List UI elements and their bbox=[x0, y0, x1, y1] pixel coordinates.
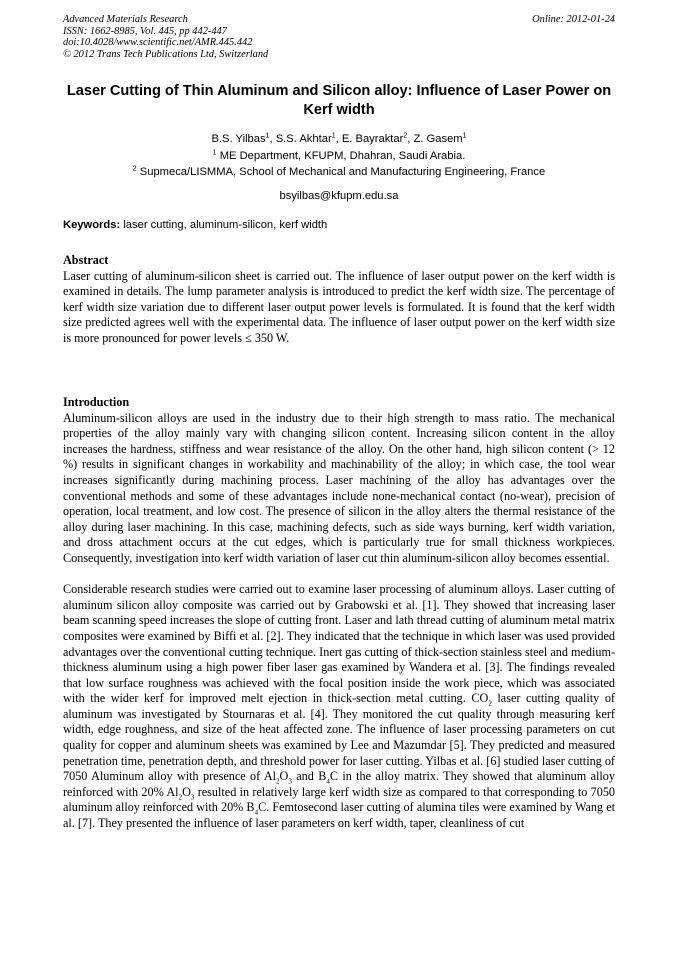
copyright-line: © 2012 Trans Tech Publications Ltd, Switzerland bbox=[63, 48, 269, 60]
paragraph-text: and B bbox=[291, 769, 327, 784]
intro-paragraph-1: Aluminum-silicon alloys are used in the industry due to their high strength to mass ratio. The mechanical properties of the alloy mainly vary with changing silicon content. Increasing silicon content in the alloy increases the hardness, stiffness and wear resistance of the alloy. On the other hand, high silicon content (> 12 %) results in significant changes in workability and machinability of the alloy; in which case, the tool wear increases significantly during machining process. Laser machining of the alloy has advantages over the conventional methods and some of these advantages include none-mechanical contact (no-wear), precision of operation, local treatment, and low cost. The presence of silicon in the alloy alters the thermal resistance of the alloy during laser machining. In this case, machining defects, such as side ways burning, kerf width variation, and dross attachment occurs at the cut edges, which is particularly true for small thickness workpieces. Consequently, investigation into kerf width variation of laser cut thin aluminum-silicon alloy becomes essential. bbox=[63, 410, 615, 565]
author-separator: , bbox=[335, 133, 342, 145]
author-name: S.S. Akhtar bbox=[275, 133, 332, 145]
affiliation-mark: 1 bbox=[212, 148, 217, 156]
subscript: 2 bbox=[488, 699, 492, 708]
paragraph-text: Considerable research studies were carried out to examine laser processing of aluminum alloys. Laser cutting of aluminum silicon alloy composite was carried out by Grabowski et al. [1]. They showed that increasing laser beam scanning speed increases the slope of cutting front. Laser and lath thread cutting of aluminum metal matrix composites were examined by Biffi et al. [2]. They indicated that the technique in which laser was used provided advantages over the conventional cutting technique. Inert gas cutting of thick-section stainless steel and medium-thickness aluminum using a high power fiber laser gas examined by Wandera et al. [3]. The findings revealed that low surface roughness was achieved with the focal position inside the work piece, which was associated with the wider kerf for improved melt ejection in thick-section metal cutting. CO bbox=[63, 582, 615, 706]
affiliation-2 bbox=[63, 164, 615, 181]
paper-title: Laser Cutting of Thin Aluminum and Silicon alloy: Influence of Laser Power on Kerf width bbox=[66, 83, 612, 118]
affiliation-1 bbox=[63, 148, 615, 165]
subscript: 3 bbox=[288, 777, 292, 786]
journal-name: Advanced Materials Research bbox=[63, 14, 188, 25]
author-name: E. Bayraktar bbox=[341, 133, 404, 145]
author-name: Z. Gasem bbox=[413, 133, 463, 145]
intro-paragraph-2 bbox=[63, 582, 615, 832]
introduction-heading: Introduction bbox=[63, 395, 130, 409]
keywords-text: laser cutting, aluminum-silicon, kerf width bbox=[123, 219, 328, 231]
doi-line: doi:10.4028/www.scientific.net/AMR.445.442 bbox=[63, 37, 253, 49]
paragraph-text: C. Femtosecond laser cutting of alumina tiles were examined by Wang et al. [7]. They presented the influence of laser parameters on kerf width, taper, cleanliness of cut bbox=[63, 800, 616, 831]
subscript: 3 bbox=[190, 793, 195, 802]
paragraph-text: laser cutting quality of aluminum was investigated by Stournaras et al. [4]. They monitored the cut quality through measuring kerf width, edge roughness, and size of the heat affected zone. The influence of laser processing parameters on cut quality for copper and aluminum sheets was examined by Lee and Mazumdar [5]. They predicted and measured penetration time, penetration depth, and threshold power for laser cutting. Yilbas et al. [6] studied laser cutting of 7050 Aluminum alloy with presence of Al bbox=[63, 691, 615, 784]
subscript: 4 bbox=[254, 808, 259, 817]
author-separator: , bbox=[269, 133, 276, 145]
paragraph-text: O bbox=[182, 784, 191, 799]
paragraph-text: C in the alloy matrix. They showed that aluminum alloy reinforced with 20% Al bbox=[63, 769, 615, 799]
subscript: 4 bbox=[326, 777, 330, 786]
abstract-text: Laser cutting of aluminum-silicon sheet is carried out. The influence of laser output power on the kerf width is examined in details. The lump parameter analysis is introduced to predict the kerf width size. The percentage of kerf width size variation due to different laser output power levels is formulated. It is found that the kerf width size predicted agrees well with the experimental data. The influence of laser output power on the kerf width size is more pronounced for power levels ≤ 350 W. bbox=[63, 268, 615, 345]
keywords-line bbox=[63, 218, 615, 232]
affiliation-mark: 1 bbox=[331, 132, 336, 140]
affiliation-mark: 2 bbox=[403, 132, 408, 140]
abstract-section bbox=[63, 253, 615, 347]
journal-header bbox=[63, 14, 615, 60]
paragraph-text: O bbox=[279, 769, 289, 784]
author-block bbox=[63, 131, 615, 204]
author-email: bsyilbas@kfupm.edu.sa bbox=[279, 189, 399, 202]
affiliation-mark: 1 bbox=[462, 132, 467, 140]
keywords-label: Keywords: bbox=[63, 219, 121, 231]
online-date: Online: 2012-01-24 bbox=[532, 14, 615, 25]
author-list bbox=[63, 131, 615, 148]
affiliation-text: ME Department, KFUPM, Dhahran, Saudi Arabia. bbox=[219, 149, 466, 162]
abstract-heading: Abstract bbox=[63, 253, 109, 267]
affiliation-mark: 2 bbox=[132, 165, 137, 173]
paragraph-text: resulted in relatively large kerf width size as compared to that corresponding to 7050 aluminum alloy reinforced with 20% B bbox=[63, 784, 616, 815]
author-separator: , bbox=[407, 133, 414, 145]
author-name: B.S. Yilbas bbox=[211, 133, 266, 145]
subscript: 2 bbox=[178, 793, 183, 802]
affiliation-text: Supmeca/LISMMA, School of Mechanical and Manufacturing Engineering, France bbox=[139, 166, 546, 178]
introduction-section bbox=[63, 395, 615, 832]
issn-line: ISSN: 1662-8985, Vol. 445, pp 442-447 bbox=[63, 25, 227, 37]
affiliation-mark: 1 bbox=[265, 132, 270, 140]
subscript: 2 bbox=[276, 777, 280, 786]
